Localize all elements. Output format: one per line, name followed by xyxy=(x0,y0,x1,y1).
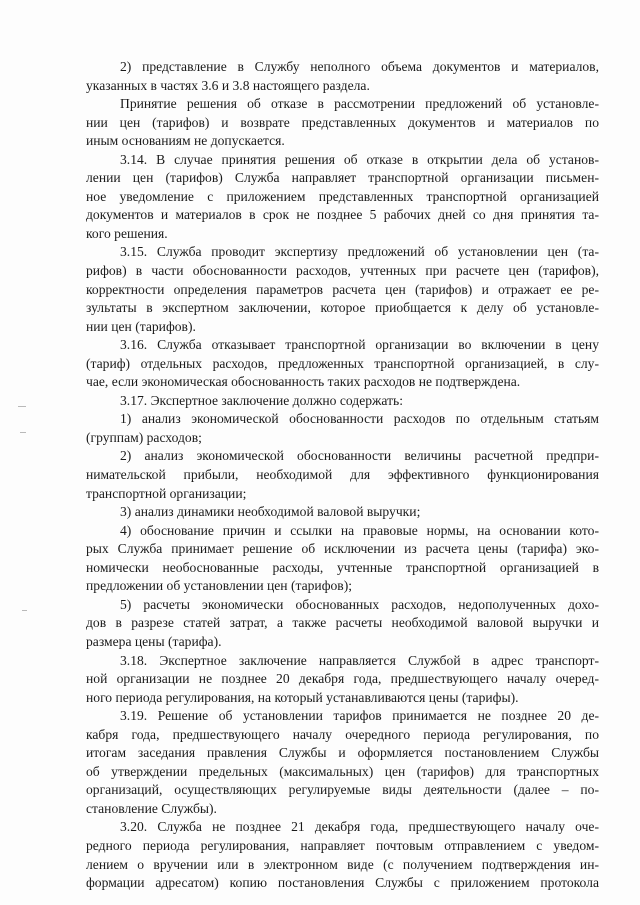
text-line: указанных в частях 3.6 и 3.8 настоящего раздела. xyxy=(86,77,370,93)
text-line: номически необоснованные расходы, учтенные транспортной организацией в xyxy=(86,559,599,575)
text-line: (группам) расходов; xyxy=(86,429,202,445)
text-line: 2) анализ экономической обоснованности величины расчетной предпри- xyxy=(120,448,599,464)
text-line: организаций, осуществляющих регулируемые виды деятельности (далее – по- xyxy=(86,782,599,798)
text-line: 3.16. Служба отказывает транспортной организации во включении в цену xyxy=(120,337,599,353)
text-line: транспортной организации; xyxy=(86,485,247,501)
text-line: 1) анализ экономической обоснованности расходов по отдельным статьям xyxy=(120,411,599,427)
text-line: формации адресатом) копию постановления Службы с приложением протокола xyxy=(86,875,599,891)
text-line: чае, если экономическая обоснованность таких расходов не подтверждена. xyxy=(86,374,521,390)
text-line: 3.20. Служба не позднее 21 декабря года, предшествующего началу оче- xyxy=(120,819,599,835)
text-line: нии цен (тарифов) и возврате представленных документов и материалов по xyxy=(86,114,599,130)
text-line: кабря года, предшествующего началу очередного периода регулирования, по xyxy=(86,726,599,742)
text-line: Принятие решения об отказе в рассмотрении предложений об установле- xyxy=(120,96,599,112)
text-line: лении цен (тарифов) Служба направляет транспортной организации письмен- xyxy=(86,170,599,186)
text-line: итогам заседания правления Службы и оформляется постановлением Службы xyxy=(86,745,599,761)
text-line: размера цены (тарифа). xyxy=(86,633,222,649)
text-line: 3.14. В случае принятия решения об отказе в открытии дела об установ- xyxy=(120,151,599,167)
text-line: 5) расчеты экономически обоснованных расходов, недополученных дохо- xyxy=(120,596,599,612)
scan-artifact xyxy=(18,406,26,407)
text-line: 3.18. Экспертное заключение направляется Службой в адрес транспорт- xyxy=(120,652,599,668)
text-line: зультаты в экспертном заключении, которое приобщается к делу об установле- xyxy=(86,300,599,316)
scan-artifact xyxy=(22,610,27,611)
text-line: 3) анализ динамики необходимой валовой выручки; xyxy=(120,504,421,520)
text-line: (тариф) отдельных расходов, предложенных транспортной организацией, в слу- xyxy=(86,355,599,371)
text-line: рифов) в части обоснованности расходов, учтенных при расчете цен (тарифов), xyxy=(86,263,599,279)
text-line: редного периода регулирования, направляет почтовым отправлением с уведом- xyxy=(86,837,599,853)
text-line: рых Служба принимает решение об исключении из расчета цены (тарифа) эко- xyxy=(86,541,599,557)
text-line: документов и материалов в срок не позднее 5 рабочих дней со дня принятия та- xyxy=(86,207,599,223)
document-body xyxy=(86,58,599,893)
text-line: 3.19. Решение об установлении тарифов принимается не позднее 20 де- xyxy=(120,708,599,724)
text-line: кого решения. xyxy=(86,225,168,241)
text-line: ной организации не позднее 20 декабря года, предшествующего началу очеред- xyxy=(86,671,599,687)
text-line: нии цен (тарифов). xyxy=(86,318,196,334)
text-line: об утверждении предельных (максимальных) цен (тарифов) для транспортных xyxy=(86,763,599,779)
text-line: дов в разрезе статей затрат, а также расчеты необходимой валовой выручки и xyxy=(86,615,599,631)
text-line: ного периода регулирования, на который устанавливаются цены (тарифы). xyxy=(86,689,519,705)
text-line: 2) представление в Службу неполного объема документов и материалов, xyxy=(120,59,599,74)
text-line: 3.15. Служба проводит экспертизу предложений об установлении цен (та- xyxy=(120,244,599,260)
text-line: 4) обоснование причин и ссылки на правовые нормы, на основании кото- xyxy=(120,522,599,538)
text-line: становление Службы). xyxy=(86,800,217,816)
text-line: лением о вручении или в электронном виде (с получением подтверждения ин- xyxy=(86,856,599,872)
text-line: нимательской прибыли, необходимой для эффективного функционирования xyxy=(86,467,599,483)
text-line: ное уведомление с приложением представленных транспортной организацией xyxy=(86,188,599,204)
text-line: иным основаниям не допускается. xyxy=(86,133,285,149)
scan-artifact xyxy=(20,432,26,433)
text-line: корректности определения параметров расчета цен (тарифов) и отражает ее ре- xyxy=(86,281,599,297)
text-line: 3.17. Экспертное заключение должно содержать: xyxy=(120,392,404,408)
text-line: предложении об установлении цен (тарифов); xyxy=(86,578,353,594)
